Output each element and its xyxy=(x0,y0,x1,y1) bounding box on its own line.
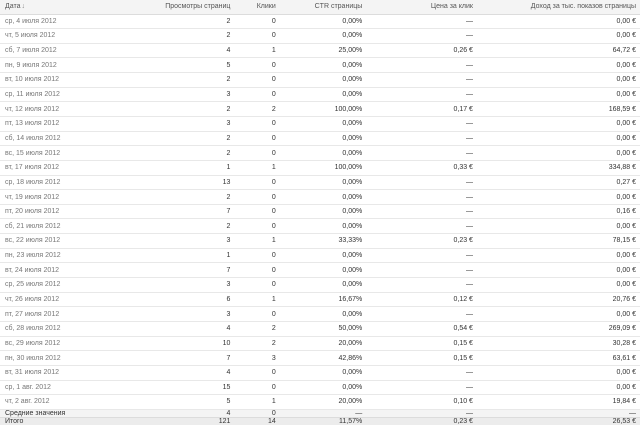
cell-ctr: 0,00% xyxy=(280,248,367,263)
cell-ctr: 0,00% xyxy=(280,307,367,322)
cell-clicks: 2 xyxy=(234,321,279,336)
cell-income: 0,16 € xyxy=(477,204,640,219)
table-row xyxy=(0,351,640,366)
table-row xyxy=(0,29,640,44)
cell-date: ср, 1 авг. 2012 xyxy=(0,380,111,395)
cell-price: 0,10 € xyxy=(366,395,477,410)
cell-price: — xyxy=(366,307,477,322)
cell-ctr: 0,00% xyxy=(280,380,367,395)
total-clicks: 14 xyxy=(234,417,279,425)
cell-views: 6 xyxy=(111,292,235,307)
table-row xyxy=(0,160,640,175)
cell-date: вс, 15 июля 2012 xyxy=(0,146,111,161)
cell-date: чт, 26 июля 2012 xyxy=(0,292,111,307)
average-clicks: 0 xyxy=(234,409,279,417)
cell-clicks: 0 xyxy=(234,131,279,146)
cell-price: — xyxy=(366,14,477,29)
cell-income: 0,00 € xyxy=(477,190,640,205)
cell-ctr: 25,00% xyxy=(280,43,367,58)
cell-price: — xyxy=(366,131,477,146)
cell-views: 3 xyxy=(111,116,235,131)
cell-views: 4 xyxy=(111,365,235,380)
cell-price: 0,54 € xyxy=(366,321,477,336)
cell-date: пт, 13 июля 2012 xyxy=(0,116,111,131)
cell-income: 0,00 € xyxy=(477,248,640,263)
cell-price: 0,15 € xyxy=(366,351,477,366)
cell-ctr: 0,00% xyxy=(280,204,367,219)
cell-clicks: 1 xyxy=(234,160,279,175)
cell-clicks: 0 xyxy=(234,190,279,205)
cell-price: — xyxy=(366,263,477,278)
table-row xyxy=(0,73,640,88)
cell-clicks: 0 xyxy=(234,263,279,278)
cell-date: вт, 10 июля 2012 xyxy=(0,73,111,88)
cell-ctr: 0,00% xyxy=(280,87,367,102)
cell-date: пн, 9 июля 2012 xyxy=(0,58,111,73)
cell-ctr: 0,00% xyxy=(280,73,367,88)
average-label: Средние значения xyxy=(0,409,111,417)
table-row xyxy=(0,365,640,380)
cell-income: 0,27 € xyxy=(477,175,640,190)
cell-price: — xyxy=(366,58,477,73)
table-row xyxy=(0,321,640,336)
cell-clicks: 0 xyxy=(234,307,279,322)
cell-income: 63,61 € xyxy=(477,351,640,366)
table-row xyxy=(0,204,640,219)
column-header-price[interactable]: Цена за клик xyxy=(366,0,477,14)
cell-income: 334,88 € xyxy=(477,160,640,175)
cell-income: 0,00 € xyxy=(477,58,640,73)
cell-date: пт, 27 июля 2012 xyxy=(0,307,111,322)
cell-date: ср, 25 июля 2012 xyxy=(0,278,111,293)
cell-views: 1 xyxy=(111,160,235,175)
cell-views: 2 xyxy=(111,102,235,117)
cell-clicks: 1 xyxy=(234,43,279,58)
column-header-income[interactable]: Доход за тыс. показов страницы xyxy=(477,0,640,14)
cell-income: 0,00 € xyxy=(477,278,640,293)
cell-date: вс, 22 июля 2012 xyxy=(0,234,111,249)
cell-ctr: 0,00% xyxy=(280,175,367,190)
cell-date: пт, 20 июля 2012 xyxy=(0,204,111,219)
average-views: 4 xyxy=(111,409,235,417)
cell-income: 0,00 € xyxy=(477,146,640,161)
sort-descending-icon: ↓ xyxy=(21,3,26,11)
cell-date: вс, 29 июля 2012 xyxy=(0,336,111,351)
total-views: 121 xyxy=(111,417,235,425)
cell-date: чт, 12 июля 2012 xyxy=(0,102,111,117)
cell-income: 0,00 € xyxy=(477,307,640,322)
table-row xyxy=(0,190,640,205)
cell-date: сб, 7 июля 2012 xyxy=(0,43,111,58)
cell-price: — xyxy=(366,175,477,190)
cell-clicks: 2 xyxy=(234,102,279,117)
table-row xyxy=(0,87,640,102)
cell-views: 2 xyxy=(111,14,235,29)
average-price: — xyxy=(366,409,477,417)
cell-clicks: 0 xyxy=(234,29,279,44)
cell-price: — xyxy=(366,380,477,395)
cell-ctr: 0,00% xyxy=(280,58,367,73)
cell-income: 0,00 € xyxy=(477,87,640,102)
cell-views: 7 xyxy=(111,351,235,366)
cell-price: — xyxy=(366,29,477,44)
cell-ctr: 0,00% xyxy=(280,131,367,146)
cell-views: 5 xyxy=(111,58,235,73)
cell-price: — xyxy=(366,146,477,161)
cell-date: сб, 14 июля 2012 xyxy=(0,131,111,146)
table-row xyxy=(0,219,640,234)
cell-price: — xyxy=(366,219,477,234)
cell-clicks: 0 xyxy=(234,365,279,380)
total-label: Итого xyxy=(0,417,111,425)
cell-clicks: 0 xyxy=(234,175,279,190)
cell-income: 0,00 € xyxy=(477,29,640,44)
cell-price: — xyxy=(366,73,477,88)
cell-views: 1 xyxy=(111,248,235,263)
cell-ctr: 100,00% xyxy=(280,102,367,117)
cell-views: 10 xyxy=(111,336,235,351)
cell-date: сб, 28 июля 2012 xyxy=(0,321,111,336)
cell-ctr: 0,00% xyxy=(280,219,367,234)
cell-ctr: 100,00% xyxy=(280,160,367,175)
cell-views: 3 xyxy=(111,87,235,102)
cell-date: вт, 24 июля 2012 xyxy=(0,263,111,278)
cell-income: 0,00 € xyxy=(477,263,640,278)
cell-views: 2 xyxy=(111,146,235,161)
cell-income: 78,15 € xyxy=(477,234,640,249)
cell-clicks: 0 xyxy=(234,248,279,263)
cell-clicks: 0 xyxy=(234,116,279,131)
cell-views: 4 xyxy=(111,321,235,336)
column-header-ctr[interactable]: CTR страницы xyxy=(280,0,367,14)
cell-date: вт, 17 июля 2012 xyxy=(0,160,111,175)
cell-price: 0,12 € xyxy=(366,292,477,307)
cell-clicks: 0 xyxy=(234,204,279,219)
table-row xyxy=(0,395,640,410)
cell-price: — xyxy=(366,87,477,102)
cell-views: 13 xyxy=(111,175,235,190)
cell-views: 2 xyxy=(111,190,235,205)
cell-price: — xyxy=(366,116,477,131)
cell-views: 2 xyxy=(111,29,235,44)
column-header-date-label: Дата xyxy=(5,3,21,11)
table-row xyxy=(0,146,640,161)
cell-income: 269,09 € xyxy=(477,321,640,336)
total-income: 26,53 € xyxy=(477,417,640,425)
cell-price: 0,33 € xyxy=(366,160,477,175)
cell-ctr: 0,00% xyxy=(280,190,367,205)
cell-ctr: 0,00% xyxy=(280,146,367,161)
cell-income: 0,00 € xyxy=(477,219,640,234)
cell-income: 64,72 € xyxy=(477,43,640,58)
cell-clicks: 2 xyxy=(234,336,279,351)
cell-income: 30,28 € xyxy=(477,336,640,351)
cell-price: 0,15 € xyxy=(366,336,477,351)
cell-price: — xyxy=(366,204,477,219)
cell-date: ср, 18 июля 2012 xyxy=(0,175,111,190)
cell-clicks: 0 xyxy=(234,73,279,88)
table-row xyxy=(0,263,640,278)
cell-views: 2 xyxy=(111,73,235,88)
average-ctr: — xyxy=(280,409,367,417)
table-row xyxy=(0,102,640,117)
average-row xyxy=(0,409,640,417)
cell-income: 0,00 € xyxy=(477,73,640,88)
cell-ctr: 50,00% xyxy=(280,321,367,336)
cell-price: — xyxy=(366,190,477,205)
cell-clicks: 0 xyxy=(234,87,279,102)
cell-clicks: 0 xyxy=(234,219,279,234)
cell-price: 0,23 € xyxy=(366,234,477,249)
table-row xyxy=(0,307,640,322)
cell-price: — xyxy=(366,278,477,293)
table-row xyxy=(0,14,640,29)
cell-clicks: 0 xyxy=(234,146,279,161)
cell-views: 7 xyxy=(111,263,235,278)
table-row xyxy=(0,116,640,131)
cell-views: 15 xyxy=(111,380,235,395)
table-row xyxy=(0,58,640,73)
cell-ctr: 0,00% xyxy=(280,116,367,131)
table-row xyxy=(0,43,640,58)
column-header-views[interactable]: Просмотры страниц xyxy=(111,0,235,14)
cell-clicks: 3 xyxy=(234,351,279,366)
table-row xyxy=(0,175,640,190)
cell-ctr: 33,33% xyxy=(280,234,367,249)
cell-date: сб, 21 июля 2012 xyxy=(0,219,111,234)
cell-income: 0,00 € xyxy=(477,116,640,131)
cell-ctr: 0,00% xyxy=(280,29,367,44)
cell-clicks: 0 xyxy=(234,14,279,29)
cell-income: 20,76 € xyxy=(477,292,640,307)
cell-income: 0,00 € xyxy=(477,14,640,29)
cell-clicks: 0 xyxy=(234,58,279,73)
table-row xyxy=(0,234,640,249)
cell-clicks: 0 xyxy=(234,380,279,395)
cell-views: 4 xyxy=(111,43,235,58)
cell-income: 168,59 € xyxy=(477,102,640,117)
cell-date: ср, 4 июля 2012 xyxy=(0,14,111,29)
cell-date: ср, 11 июля 2012 xyxy=(0,87,111,102)
cell-views: 2 xyxy=(111,131,235,146)
cell-ctr: 20,00% xyxy=(280,395,367,410)
cell-ctr: 16,67% xyxy=(280,292,367,307)
cell-views: 2 xyxy=(111,219,235,234)
cell-date: вт, 31 июля 2012 xyxy=(0,365,111,380)
cell-date: чт, 5 июля 2012 xyxy=(0,29,111,44)
table-row xyxy=(0,131,640,146)
total-row xyxy=(0,417,640,425)
cell-ctr: 0,00% xyxy=(280,263,367,278)
table-body xyxy=(0,14,640,409)
cell-ctr: 0,00% xyxy=(280,14,367,29)
cell-ctr: 0,00% xyxy=(280,278,367,293)
cell-income: 0,00 € xyxy=(477,380,640,395)
cell-ctr: 20,00% xyxy=(280,336,367,351)
cell-views: 3 xyxy=(111,307,235,322)
cell-income: 0,00 € xyxy=(477,365,640,380)
cell-price: — xyxy=(366,248,477,263)
table-header-row xyxy=(0,0,640,14)
table-row xyxy=(0,336,640,351)
table-row xyxy=(0,292,640,307)
cell-date: чт, 2 авг. 2012 xyxy=(0,395,111,410)
cell-date: пн, 23 июля 2012 xyxy=(0,248,111,263)
cell-views: 3 xyxy=(111,278,235,293)
cell-date: пн, 30 июля 2012 xyxy=(0,351,111,366)
table-row xyxy=(0,278,640,293)
cell-price: — xyxy=(366,365,477,380)
cell-price: 0,17 € xyxy=(366,102,477,117)
cell-clicks: 1 xyxy=(234,234,279,249)
column-header-date[interactable] xyxy=(0,0,111,14)
table-row xyxy=(0,380,640,395)
total-ctr: 11,57% xyxy=(280,417,367,425)
table-row xyxy=(0,248,640,263)
cell-views: 5 xyxy=(111,395,235,410)
cell-income: 19,84 € xyxy=(477,395,640,410)
cell-date: чт, 19 июля 2012 xyxy=(0,190,111,205)
average-income: — xyxy=(477,409,640,417)
cell-clicks: 0 xyxy=(234,278,279,293)
cell-income: 0,00 € xyxy=(477,131,640,146)
total-price: 0,23 € xyxy=(366,417,477,425)
cell-ctr: 0,00% xyxy=(280,365,367,380)
cell-clicks: 1 xyxy=(234,292,279,307)
cell-views: 3 xyxy=(111,234,235,249)
cell-clicks: 1 xyxy=(234,395,279,410)
cell-views: 7 xyxy=(111,204,235,219)
cell-ctr: 42,86% xyxy=(280,351,367,366)
cell-price: 0,26 € xyxy=(366,43,477,58)
column-header-clicks[interactable]: Клики xyxy=(234,0,279,14)
